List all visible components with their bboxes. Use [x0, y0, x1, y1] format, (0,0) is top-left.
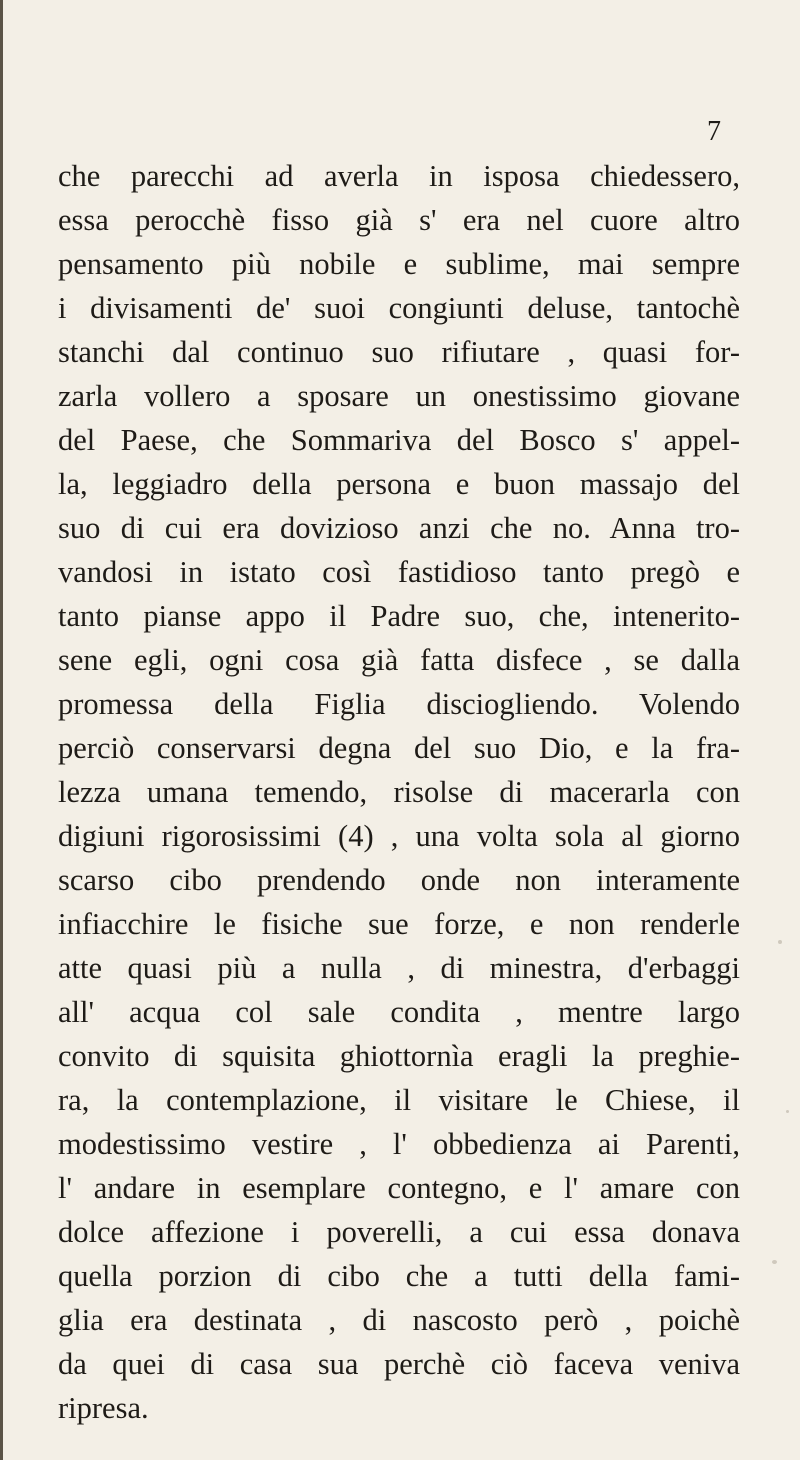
text-line: sene egli, ogni cosa già fatta disfece , se dalla: [58, 643, 740, 677]
text-line: suo di cui era dovizioso anzi che no. Anna tro-: [58, 511, 740, 545]
text-line: zarla vollero a sposare un onestissimo giovane: [58, 379, 740, 413]
text-line: promessa della Figlia disciogliendo. Volendo: [58, 687, 740, 721]
body-text: [58, 154, 740, 1430]
text-line: del Paese, che Sommariva del Bosco s' appel-: [58, 423, 740, 457]
text-line: che parecchi ad averla in isposa chiedessero,: [58, 159, 740, 193]
page-binding-edge: [0, 0, 3, 1460]
paper-speck: [778, 940, 782, 944]
text-line: essa perocchè fisso già s' era nel cuore altro: [58, 203, 740, 237]
text-line-last: ripresa.: [58, 1391, 149, 1425]
text-line: convito di squisita ghiottornìa eragli la preghie-: [58, 1039, 740, 1073]
text-line: all' acqua col sale condita , mentre largo: [58, 995, 740, 1029]
text-line: lezza umana temendo, risolse di macerarla con: [58, 775, 740, 809]
text-line: dolce affezione i poverelli, a cui essa donava: [58, 1215, 740, 1249]
text-line: vandosi in istato così fastidioso tanto pregò e: [58, 555, 740, 589]
paper-speck: [786, 1110, 789, 1113]
text-line: i divisamenti de' suoi congiunti deluse, tantochè: [58, 291, 740, 325]
page-number: 7: [707, 116, 721, 147]
text-line: stanchi dal continuo suo rifiutare , quasi for-: [58, 335, 740, 369]
text-line: atte quasi più a nulla , di minestra, d'erbaggi: [58, 951, 740, 985]
text-line: l' andare in esemplare contegno, e l' amare con: [58, 1171, 740, 1205]
text-line: scarso cibo prendendo onde non interamente: [58, 863, 740, 897]
text-line: pensamento più nobile e sublime, mai sempre: [58, 247, 740, 281]
text-line: digiuni rigorosissimi (4) , una volta sola al giorno: [58, 819, 740, 853]
paper-speck: [772, 1260, 777, 1264]
text-line: la, leggiadro della persona e buon massajo del: [58, 467, 740, 501]
paper-specks: [760, 900, 800, 1400]
text-line: ra, la contemplazione, il visitare le Chiese, il: [58, 1083, 740, 1117]
text-line: perciò conservarsi degna del suo Dio, e la fra-: [58, 731, 740, 765]
text-line: quella porzion di cibo che a tutti della fami-: [58, 1259, 740, 1293]
text-line: infiacchire le fisiche sue forze, e non renderle: [58, 907, 740, 941]
text-line: glia era destinata , di nascosto però , poichè: [58, 1303, 740, 1337]
text-line: da quei di casa sua perchè ciò faceva veniva: [58, 1347, 740, 1381]
text-line: tanto pianse appo il Padre suo, che, intenerito-: [58, 599, 740, 633]
text-line: modestissimo vestire , l' obbedienza ai Parenti,: [58, 1127, 740, 1161]
